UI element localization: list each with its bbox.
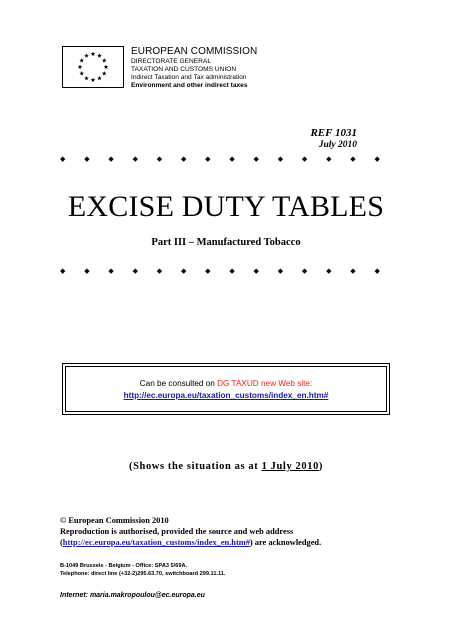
diamond-bullet: ◆	[301, 154, 308, 163]
situation-open: (	[128, 461, 134, 472]
reference-code: REF 1031	[310, 127, 357, 139]
web-url-link[interactable]: http://ec.europa.eu/taxation_customs/index_en.htm#	[62, 538, 250, 547]
eu-star-icon	[91, 78, 96, 82]
situation-prefix: Shows the situation as at	[133, 461, 262, 472]
diamond-separator-top	[60, 154, 380, 164]
diamond-bullet: ◆	[350, 154, 356, 163]
eu-star-icon	[84, 76, 89, 80]
diamond-bullet: ◆	[180, 154, 187, 163]
diamond-bullet: ◆	[132, 154, 138, 163]
diamond-bullet: ◆	[374, 266, 380, 275]
diamond-bullet: ◆	[60, 154, 66, 163]
web-acknowledgement	[60, 538, 321, 547]
eu-star-icon	[97, 76, 102, 80]
eu-star-icon	[102, 71, 107, 75]
diamond-bullet: ◆	[326, 154, 332, 163]
web-open: (	[60, 538, 63, 547]
eu-star-icon	[78, 65, 83, 69]
eu-star-icon	[104, 65, 109, 69]
diamond-bullet: ◆	[277, 266, 284, 275]
copyright-notice: © European Commission 2010	[60, 516, 169, 525]
eu-star-icon	[79, 71, 84, 75]
consult-prefix: Can be consulted on	[139, 379, 218, 388]
diamond-bullet: ◆	[374, 154, 380, 163]
diamond-bullet: ◆	[229, 266, 235, 275]
organisation-name: EUROPEAN COMMISSION	[131, 46, 258, 57]
diamond-bullet: ◆	[205, 154, 211, 163]
diamond-bullet: ◆	[229, 154, 235, 163]
department-line: DIRECTORATE GENERAL	[131, 58, 211, 65]
eu-flag-logo	[62, 46, 124, 88]
situation-close: )	[318, 461, 324, 472]
consult-link-label[interactable]: DG TAXUD new Web site:	[217, 379, 313, 388]
diamond-bullet: ◆	[277, 154, 284, 163]
department-line: TAXATION AND CUSTOMS UNION	[131, 66, 237, 73]
diamond-bullet: ◆	[84, 154, 90, 163]
diamond-bullet: ◆	[326, 266, 332, 275]
eu-stars-icon	[63, 47, 123, 87]
reproduction-notice: Reproduction is authorised, provided the source and web address	[60, 527, 294, 536]
diamond-bullet: ◆	[253, 266, 259, 275]
consult-box	[65, 366, 387, 412]
diamond-bullet: ◆	[108, 154, 114, 163]
eu-star-icon	[97, 53, 102, 57]
web-suffix: ) are acknowledged.	[249, 538, 322, 547]
diamond-bullet: ◆	[301, 266, 308, 275]
eu-star-icon	[102, 58, 107, 62]
situation-date: 1 July 2010	[261, 461, 319, 472]
diamond-bullet: ◆	[156, 154, 163, 163]
eu-star-icon	[84, 53, 89, 57]
contact-email[interactable]: Internet: maria.makropoulou@ec.europa.eu	[60, 592, 205, 599]
consult-url-link[interactable]: http://ec.europa.eu/taxation_customs/index_en.htm#	[123, 391, 329, 400]
organisation-block	[131, 46, 381, 90]
document-title: EXCISE DUTY TABLES	[67, 190, 385, 223]
diamond-bullet: ◆	[350, 266, 356, 275]
eu-star-icon	[91, 52, 96, 56]
diamond-bullet: ◆	[84, 266, 90, 275]
document-subtitle: Part III – Manufactured Tobacco	[151, 237, 301, 248]
diamond-bullet: ◆	[253, 154, 259, 163]
telephone-line: Telephone: direct line (+32-2)295.63.70, switchboard 299.11.11.	[60, 571, 226, 577]
eu-star-icon	[79, 58, 84, 62]
diamond-bullet: ◆	[205, 266, 211, 275]
situation-statement	[0, 461, 452, 472]
diamond-separator-bottom	[60, 266, 380, 276]
diamond-bullet: ◆	[156, 266, 163, 275]
reference-date: July 2010	[318, 140, 357, 150]
office-address: B-1049 Brussels - Belgium - Office: SPA3 5/69A.	[60, 563, 188, 569]
diamond-bullet: ◆	[180, 266, 187, 275]
department-line: Indirect Taxation and Tax administration	[131, 74, 247, 81]
diamond-bullet: ◆	[108, 266, 114, 275]
consult-text	[66, 379, 386, 388]
unit-name: Environment and other indirect taxes	[131, 82, 248, 89]
diamond-bullet: ◆	[132, 266, 138, 275]
diamond-bullet: ◆	[60, 266, 66, 275]
